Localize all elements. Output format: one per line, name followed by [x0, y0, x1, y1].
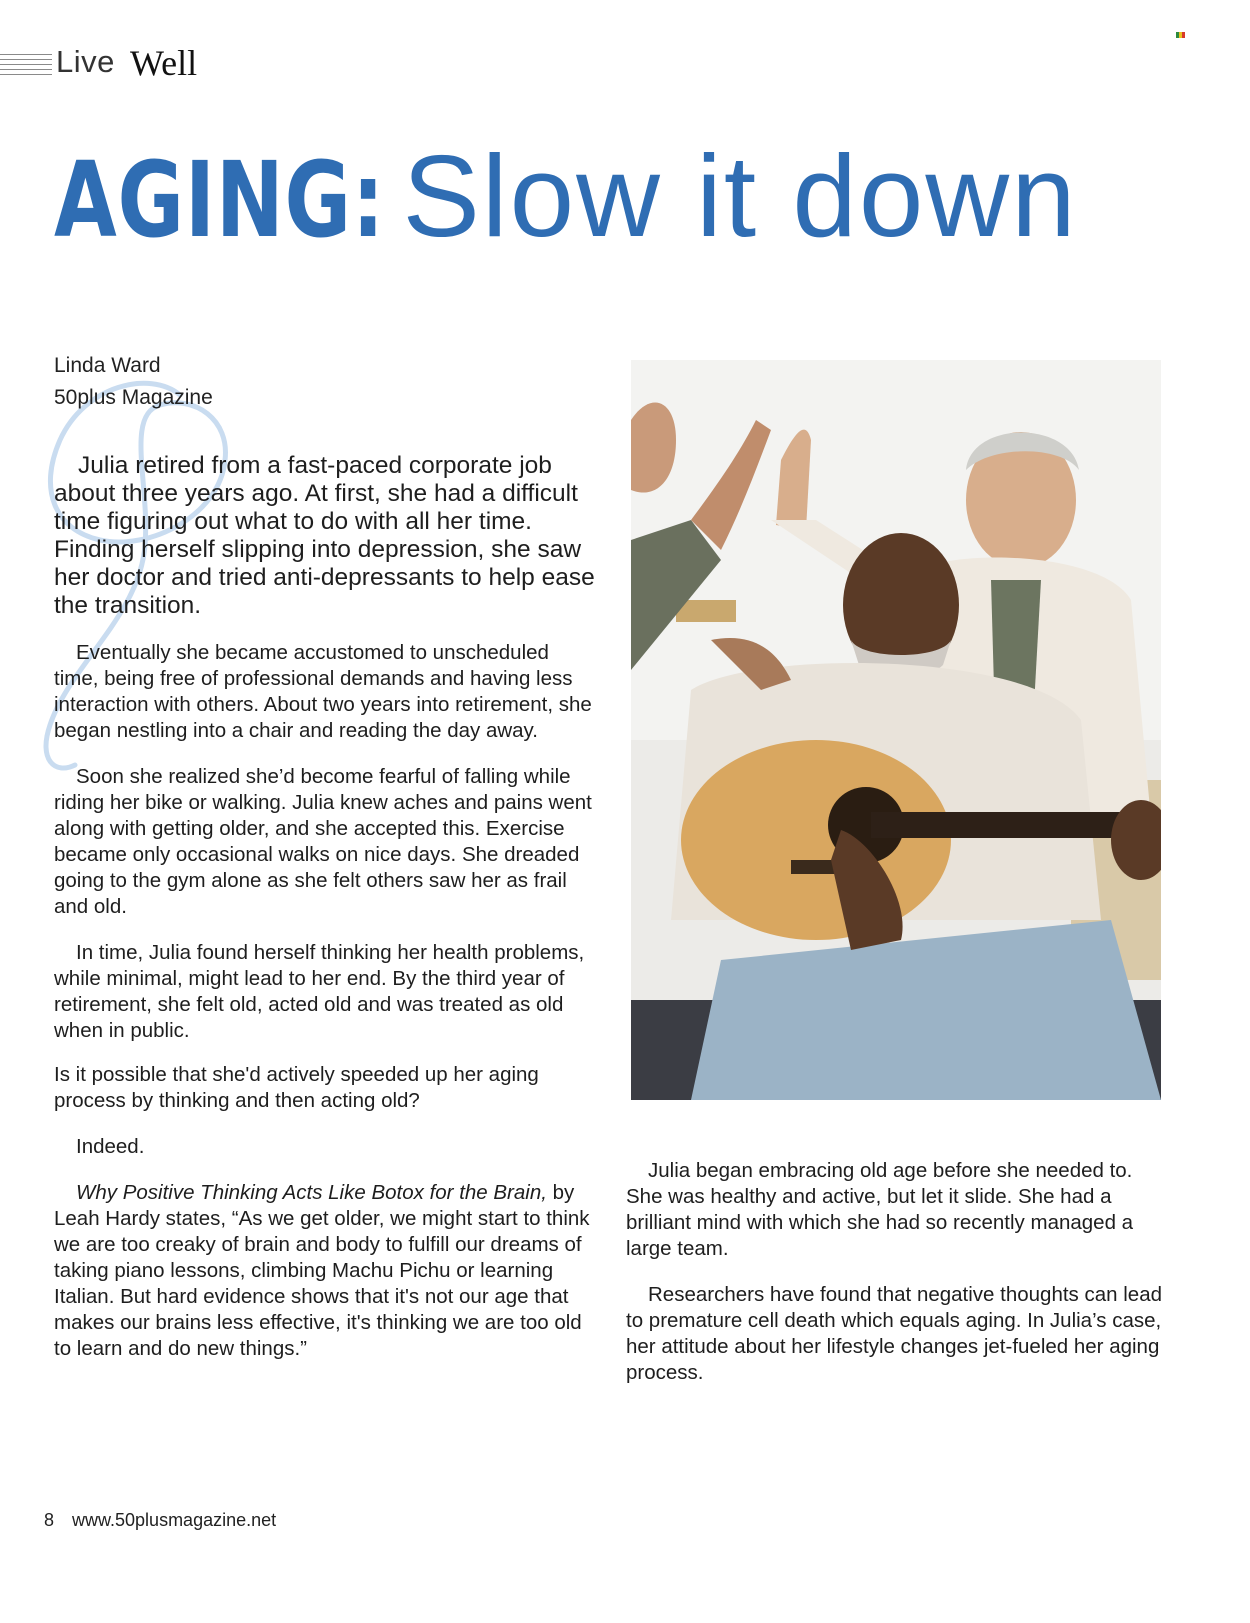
quote-paragraph — [54, 1180, 599, 1362]
article-headline — [54, 131, 1078, 261]
body-paragraph: Is it possible that she'd actively speeded up her aging process by thinking and then acting old? — [54, 1063, 539, 1112]
body-paragraph: Julia began embracing old age before she needed to. She was healthy and active, but let it slide. She had a brilliant mind with which she had so recently managed a large team. — [626, 1159, 1134, 1260]
section-header — [0, 44, 260, 84]
author-name: Linda Ward — [54, 354, 161, 377]
lead-paragraph: Julia retired from a fast-paced corporate job about three years ago. At first, she had a difficult time figuring out what to do with all her time. Finding herself slipping into depression, she saw her doctor and tried anti-depressants to help ease the transition. — [54, 452, 595, 619]
header-rule-lines — [0, 54, 52, 79]
headline-keyword: AGING: — [54, 139, 386, 261]
article-photo — [631, 360, 1161, 1100]
section-label-light: Live — [56, 44, 115, 79]
left-column — [54, 452, 599, 1362]
website-url: www.50plusmagazine.net — [72, 1510, 277, 1530]
corner-flag-icon — [1176, 32, 1185, 38]
byline — [54, 350, 213, 414]
headline-rest: Slow it down — [402, 131, 1078, 261]
body-paragraph: Indeed. — [76, 1135, 145, 1158]
page-footer — [44, 1510, 276, 1531]
cited-title: Why Positive Thinking Acts Like Botox for the Brain, — [76, 1181, 547, 1204]
photo-people-guitar-icon — [631, 360, 1161, 1100]
body-paragraph: Eventually she became accustomed to unscheduled time, being free of professional demands and having less interaction with others. About two years into retirement, she began nestling into a chair and reading the day away. — [54, 641, 592, 742]
section-label-bold: Well — [130, 43, 198, 83]
publication-name: 50plus Magazine — [54, 386, 213, 409]
body-paragraph: Researchers have found that negative thoughts can lead to premature cell death which equals aging. In Julia’s case, her attitude about her lifestyle changes jet-fueled her aging process. — [626, 1283, 1162, 1384]
quote-text: by Leah Hardy states, “As we get older, we might start to think we are too creaky of brain and body to fulfill our dreams of taking piano lessons, climbing Machu Pichu or learning Italian. But hard evidence shows that it's not our age that makes our brains less effective, it's thinking we are too old to learn and do new things.” — [54, 1181, 590, 1360]
body-paragraph: In time, Julia found herself thinking her health problems, while minimal, might lead to her end. By the third year of retirement, she felt old, acted old and was treated as old when in public. — [54, 941, 585, 1042]
body-paragraph: Soon she realized she’d become fearful of falling while riding her bike or walking. Julia knew aches and pains went along with getting older, and she accepted this. Exercise became only occasional walks on nice days. She dreaded going to the gym alone as she felt others saw her as frail and old. — [54, 765, 592, 918]
page-number: 8 — [44, 1510, 55, 1530]
right-column — [626, 1158, 1166, 1386]
